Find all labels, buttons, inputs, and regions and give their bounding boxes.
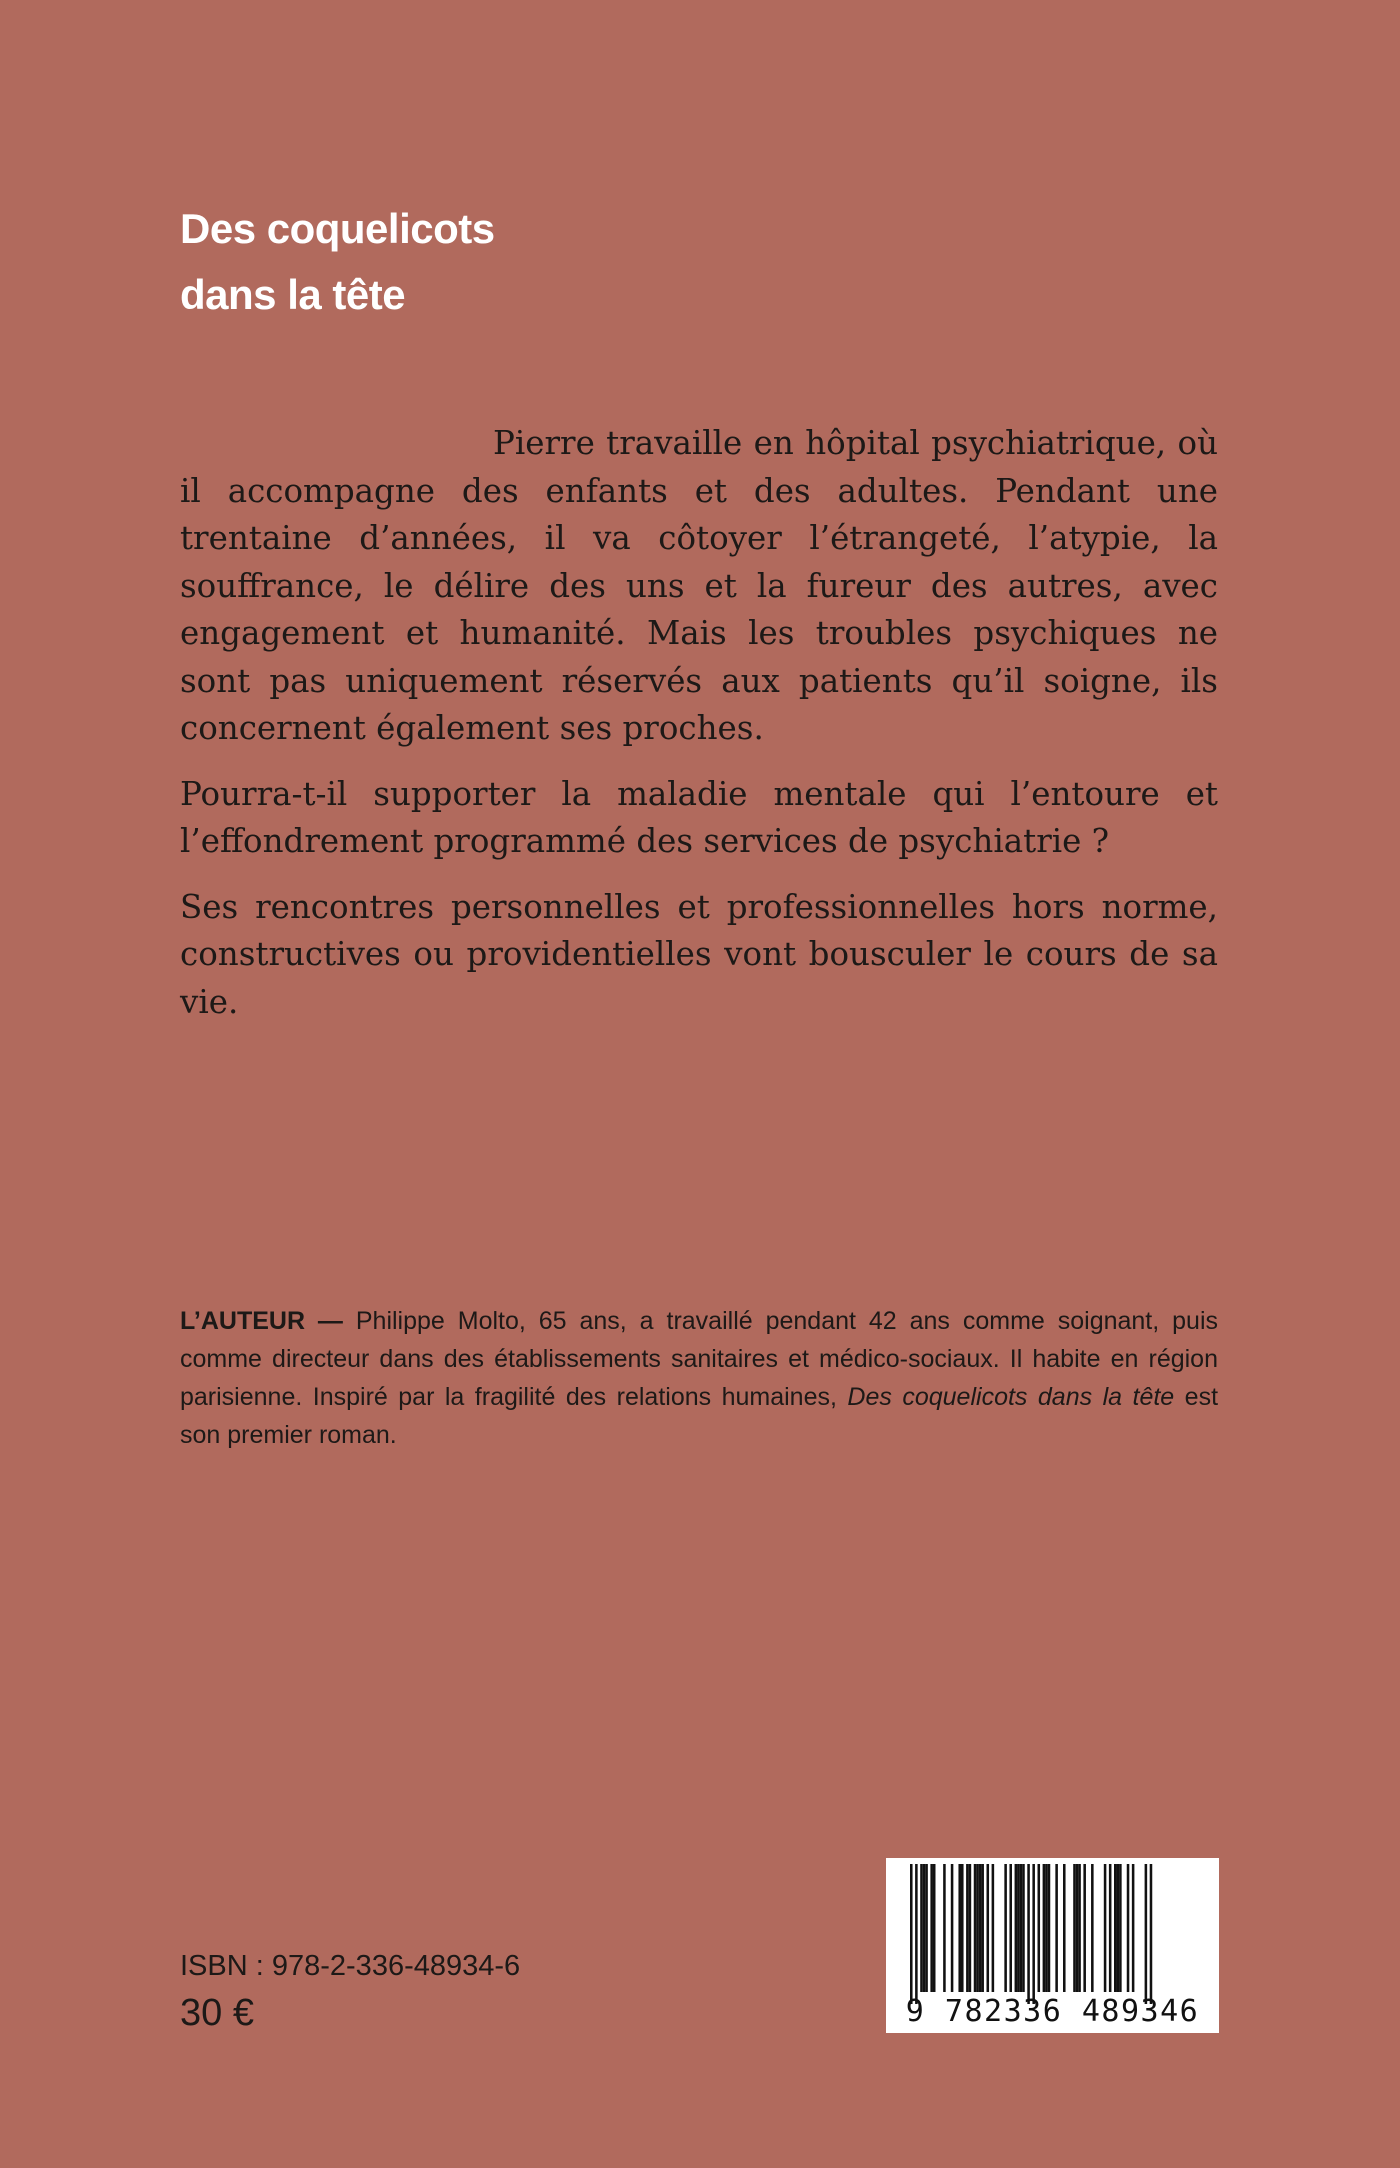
barcode-bar (992, 1864, 995, 1992)
barcode-bar (930, 1864, 933, 1992)
author-bio-text-1: Philippe Molto, 65 ans, a travaillé pendant 42 ans comme soignant, puis comme directeur dans des établissements sanitaires et médico-sociaux. Il habite en région parisienne. Inspiré par la fragilité des relations humaines, (180, 1307, 1218, 1411)
barcode-bar (974, 1864, 977, 1992)
price: 30 € (180, 1992, 254, 2034)
barcode-bar (1104, 1864, 1107, 1992)
isbn: ISBN : 978-2-336-48934-6 (180, 1950, 521, 1982)
barcode-bar (915, 1864, 918, 2004)
barcode-bar (976, 1864, 979, 1992)
barcode-bar (966, 1864, 969, 1992)
barcode-bar (981, 1864, 984, 1992)
barcode-bar (910, 1864, 913, 2004)
barcode-bar (1017, 1864, 1020, 1992)
synopsis-paragraph-3: Ses rencontres personnelles et professionnelles hors norme, constructives ou providentielles vont bousculer le cours de sa vie. (180, 887, 1218, 1021)
barcode-bar (1027, 1864, 1030, 2004)
barcode-bar (958, 1864, 961, 1992)
barcode-bar (1109, 1864, 1112, 1992)
barcode-bar (1032, 1864, 1035, 2004)
author-bio (180, 1302, 1218, 1454)
barcode-bar (943, 1864, 946, 1992)
author-bio-text-2: est son premier roman. (180, 1383, 1219, 1449)
barcode-bar (1132, 1864, 1135, 1992)
barcode-bar (1150, 1864, 1153, 2004)
barcode-bar (987, 1864, 990, 1992)
barcode-bar (925, 1864, 928, 1992)
author-bio-book-title: Des coquelicots dans la tête (847, 1383, 1175, 1411)
barcode-bar (1145, 1864, 1148, 2004)
barcode-bar (1038, 1864, 1041, 1992)
barcode-bar (1127, 1864, 1130, 1992)
barcode-bar (1043, 1864, 1046, 1992)
barcode-bar (1015, 1864, 1018, 1992)
barcode-bar (1073, 1864, 1076, 1992)
barcode-bar (1009, 1864, 1012, 1992)
barcode-number: 9 782336 489346 (905, 1994, 1200, 2029)
barcode-bar (1055, 1864, 1058, 1992)
barcode-bar (1078, 1864, 1081, 1992)
author-label: L’AUTEUR — (180, 1307, 343, 1335)
barcode-bar (1045, 1864, 1048, 1992)
barcode-bar (979, 1864, 982, 1992)
synopsis-paragraph-1: Pierre travaille en hôpital psychiatrique, où il accompagne des enfants et des adultes. Pendant une trentaine d’années, il va côtoyer l’étrangeté, l’atypie, la souffrance, le délire des uns et la fureur des autres, avec engagement et humanité. Mais les troubles psychiques ne sont pas uniquement réservés aux patients qu’il soigne, ils concernent également ses proches. (180, 424, 1218, 747)
barcode-bar (969, 1864, 972, 1992)
barcode-bar (1117, 1864, 1120, 1992)
synopsis (180, 420, 1218, 1044)
synopsis-paragraph-2: Pourra-t-il supporter la maladie mentale qui l’entoure et l’effondrement programmé des services de psychiatrie ? (180, 774, 1218, 860)
barcode-bar (1022, 1864, 1025, 1992)
barcode-bar (1083, 1864, 1086, 1992)
barcode-bar (1063, 1864, 1066, 1992)
barcode-bar (1114, 1864, 1117, 1992)
barcode-bar (1091, 1864, 1094, 1992)
barcode (886, 1858, 1219, 2033)
barcode-bar (920, 1864, 923, 1992)
barcode-bar (1020, 1864, 1023, 1992)
barcode-bar (961, 1864, 964, 1992)
barcode-bar (1048, 1864, 1051, 1992)
barcode-bar (933, 1864, 936, 1992)
barcode-bar (923, 1864, 926, 1992)
barcode-bar (1119, 1864, 1122, 1992)
barcode-bar (1004, 1864, 1007, 1992)
barcode-bar (1076, 1864, 1079, 1992)
barcode-bar (951, 1864, 954, 1992)
title-line-1: Des coquelicots (180, 205, 495, 252)
title-line-2: dans la tête (180, 271, 406, 318)
book-title (180, 196, 1080, 328)
